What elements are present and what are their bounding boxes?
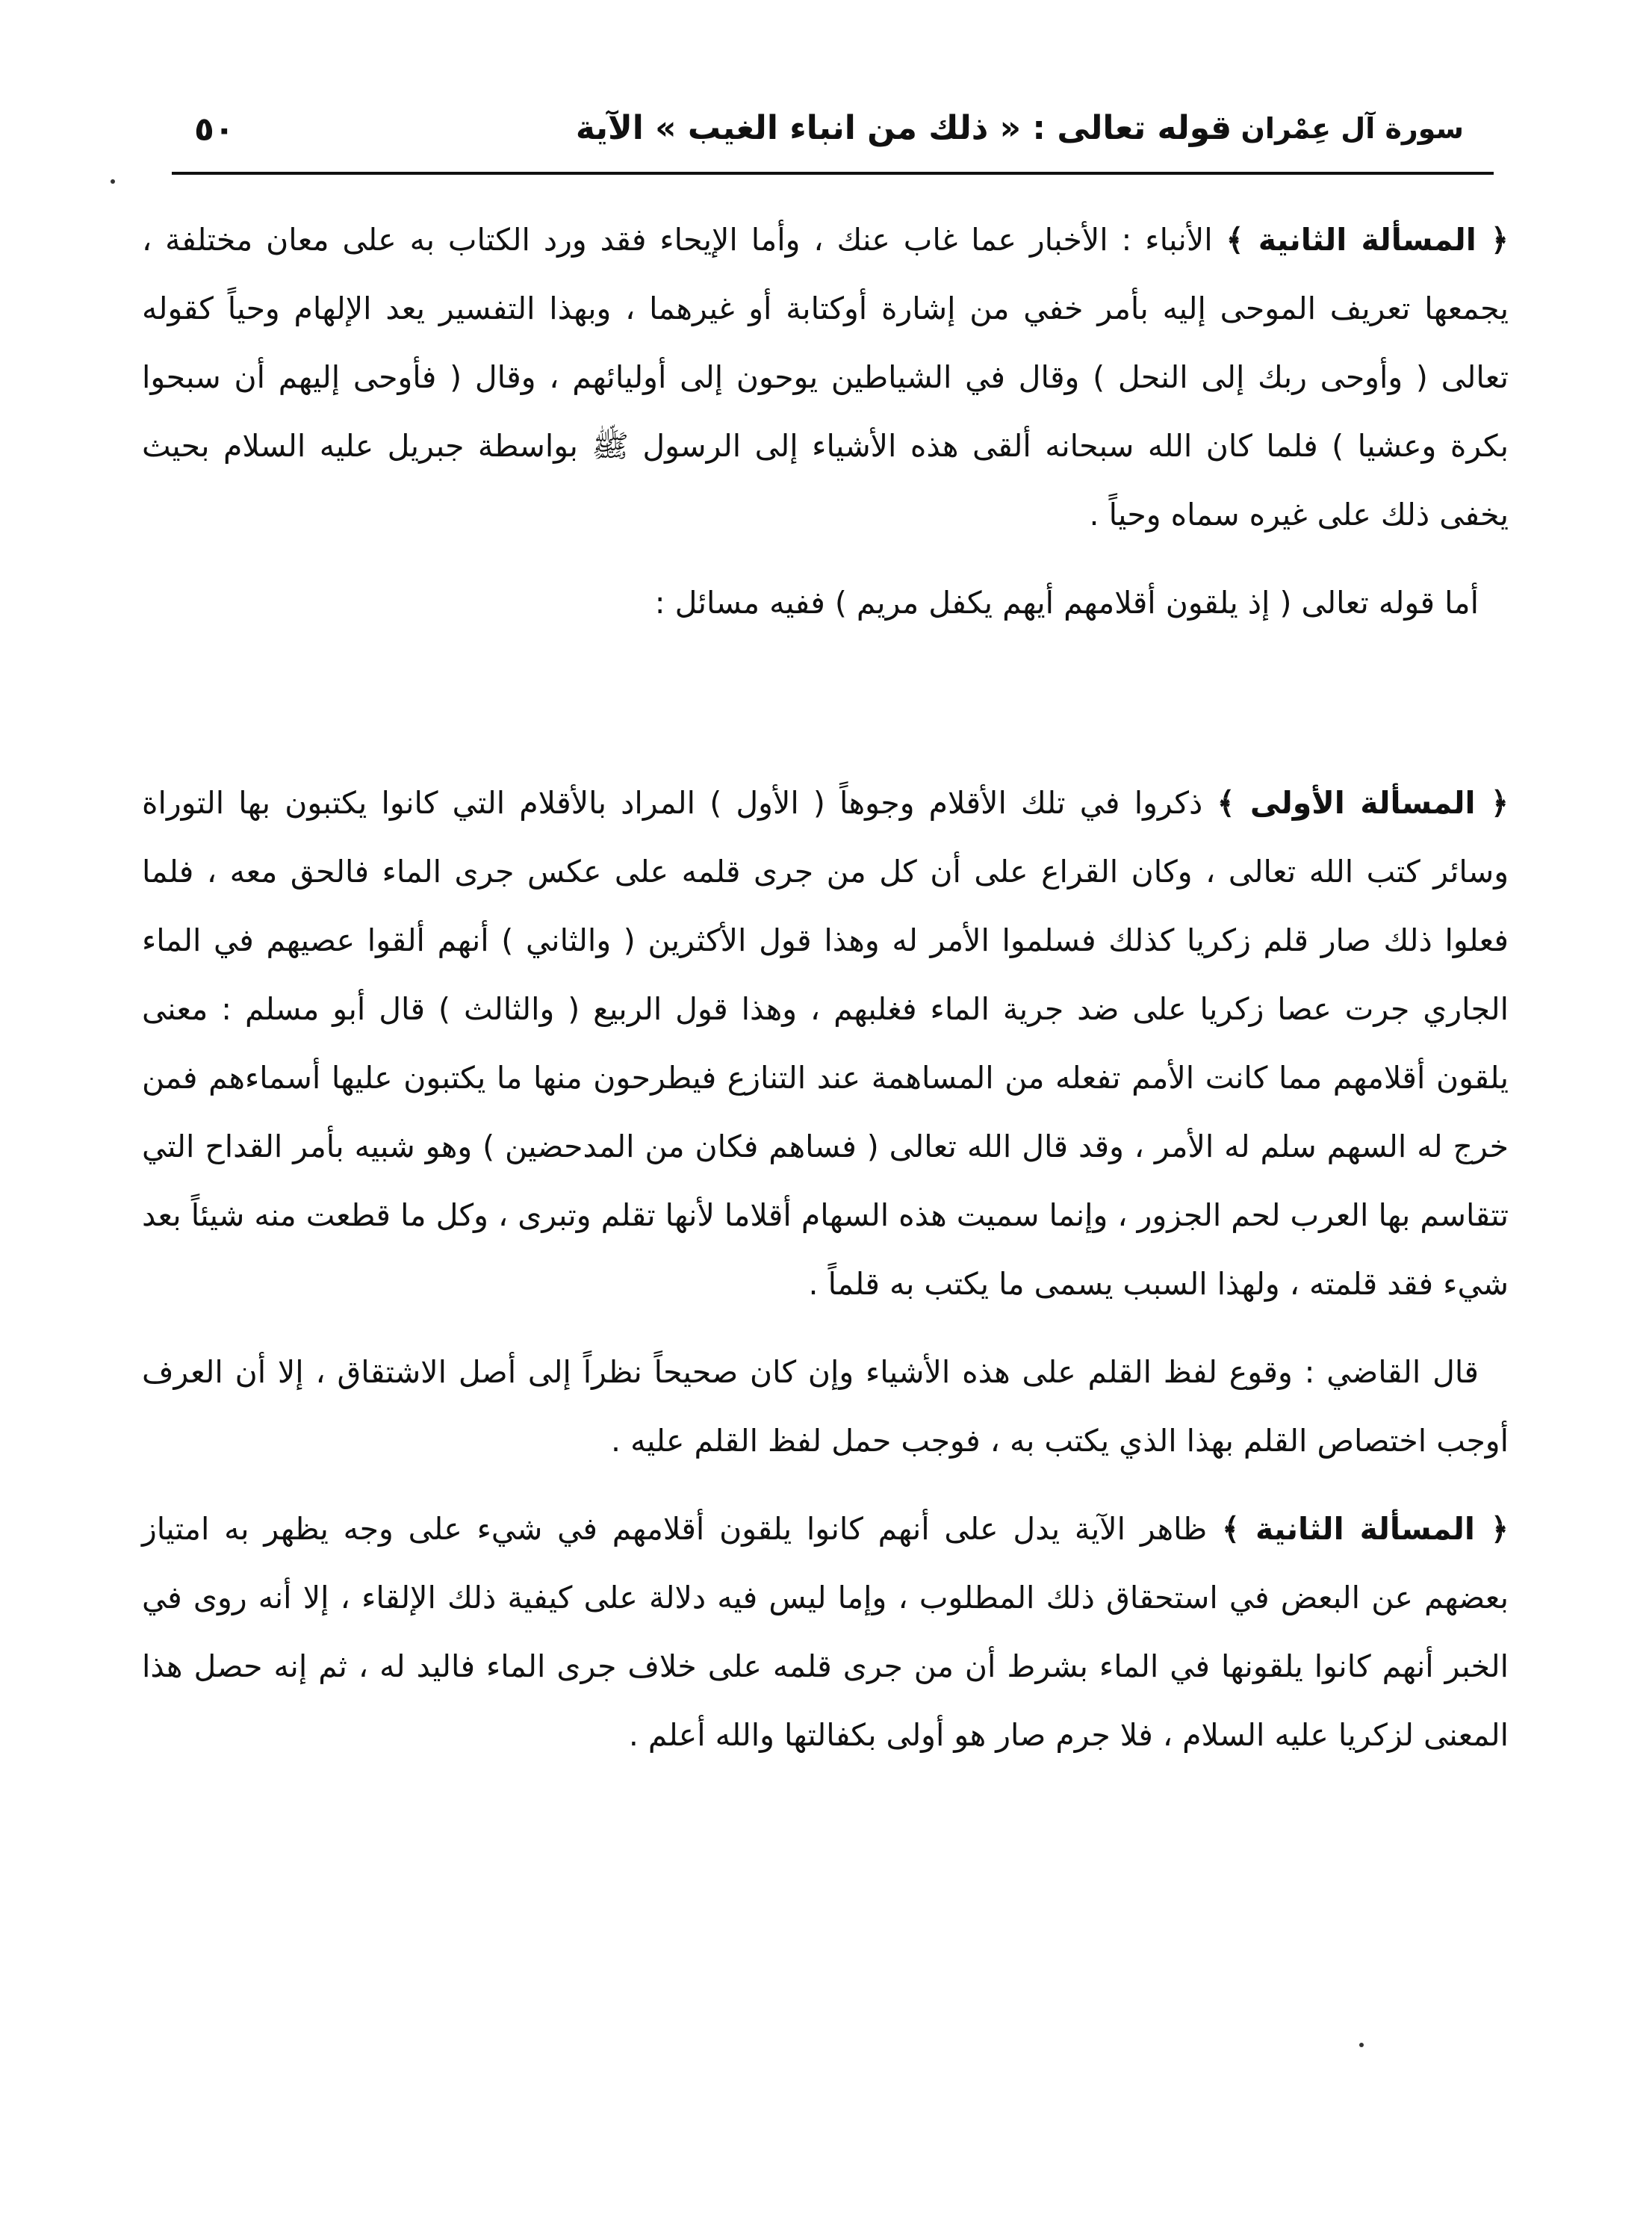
header-divider [172, 172, 1494, 175]
paragraph-text: قال القاضي : وقوع لفظ القلم على هذه الأشياء وإن كان صحيحاً نظراً إلى أصل الاشتقاق ، إلا أن العرف أوجب اختصاص القلم بهذا الذي يكتب به ، فوجب حمل لفظ القلم عليه . [142, 1354, 1509, 1459]
paragraph-text: الأنباء : الأخبار عما غاب عنك ، وأما الإيحاء فقد ورد الكتاب به على معان مختلفة ، يجمعها تعريف الموحى إليه بأمر خفي من إشارة أوكتابة أو غيرهما ، وبهذا التفسير يعد الإلهام وحياً كقوله تعالى ( وأوحى ربك إلى النحل ) وقال في الشياطين يوحون إلى أوليائهم ، وقال ( فأوحى إليهم أن سبحوا بكرة وعشيا ) فلما كان الله سبحانه ألقى هذه الأشياء إلى الرسول ﷺ بواسطة جبريل عليه السلام بحيث يخفى ذلك على غيره سماه وحياً . [142, 222, 1509, 533]
scan-speck [1359, 2043, 1364, 2047]
page-number: ٥٠ [194, 111, 235, 149]
surah-name: سورة آل عِمْران [1240, 112, 1464, 145]
paragraph-question-two-revelation [142, 205, 1509, 549]
section-heading: ﴿ المسألة الثانية ﴾ [1226, 222, 1509, 258]
paragraph-intro-questions [142, 568, 1509, 637]
scan-speck [111, 179, 115, 184]
paragraph-text: ذكروا في تلك الأقلام وجوهاً ( الأول ) المراد بالأقلام التي كانوا يكتبون بها التوراة وسائر كتب الله تعالى ، وكان القراع على أن كل من جرى قلمه على عكس جرى الماء فالحق معه ، فلما فعلوا ذلك صار قلم زكريا كذلك فسلموا الأمر له وهذا قول الأكثرين ( والثاني ) أنهم ألقوا عصيهم في الماء الجاري جرت عصا زكريا على ضد جرية الماء فغلبهم ، وهذا قول الربيع ( والثالث ) قال أبو مسلم : معنى يلقون أقلامهم مما كانت الأمم تفعله من المساهمة عند التنازع فيطرحون منها ما يكتبون عليها أسماءهم فمن خرج له السهم سلم له الأمر ، وقد قال الله تعالى ( فساهم فكان من المدحضين ) وهو شبيه بأمر القداح التي تتقاسم بها العرب لحم الجزور ، وإنما سميت هذه السهام أقلاما لأنها تقلم وتبرى ، وكل ما قطعت منه شيئاً بعد شيء فقد قلمته ، ولهذا السبب يسمى ما يكتب به قلماً . [142, 785, 1509, 1302]
paragraph-text: أما قوله تعالى ( إذ يلقون أقلامهم أيهم يكفل مريم ) ففيه مسائل : [654, 585, 1479, 621]
header-title: قوله تعالى : « ذلك من انباء الغيب » الآية [575, 109, 1232, 147]
page-body [142, 205, 1509, 1789]
paragraph-question-one [142, 769, 1509, 1318]
paragraph-text: ظاهر الآية يدل على أنهم كانوا يلقون أقلامهم في شيء على وجه يظهر به امتياز بعضهم عن البعض في استحقاق ذلك المطلوب ، وإما ليس فيه دلالة على كيفية ذلك الإلقاء ، إلا أنه روى في الخبر أنهم كانوا يلقونها في الماء بشرط أن من جرى قلمه على خلاف جرى الماء فاليد له ، ثم إنه حصل هذا المعنى لزكريا عليه السلام ، فلا جرم صار هو أولى بكفالتها والله أعلم . [142, 1511, 1509, 1753]
running-header [172, 105, 1486, 157]
blank-space [142, 657, 1509, 769]
paragraph-qadi [142, 1338, 1509, 1475]
section-heading: ﴿ المسألة الثانية ﴾ [1222, 1511, 1509, 1547]
paragraph-question-two [142, 1495, 1509, 1769]
section-heading: ﴿ المسألة الأولى ﴾ [1217, 785, 1509, 821]
